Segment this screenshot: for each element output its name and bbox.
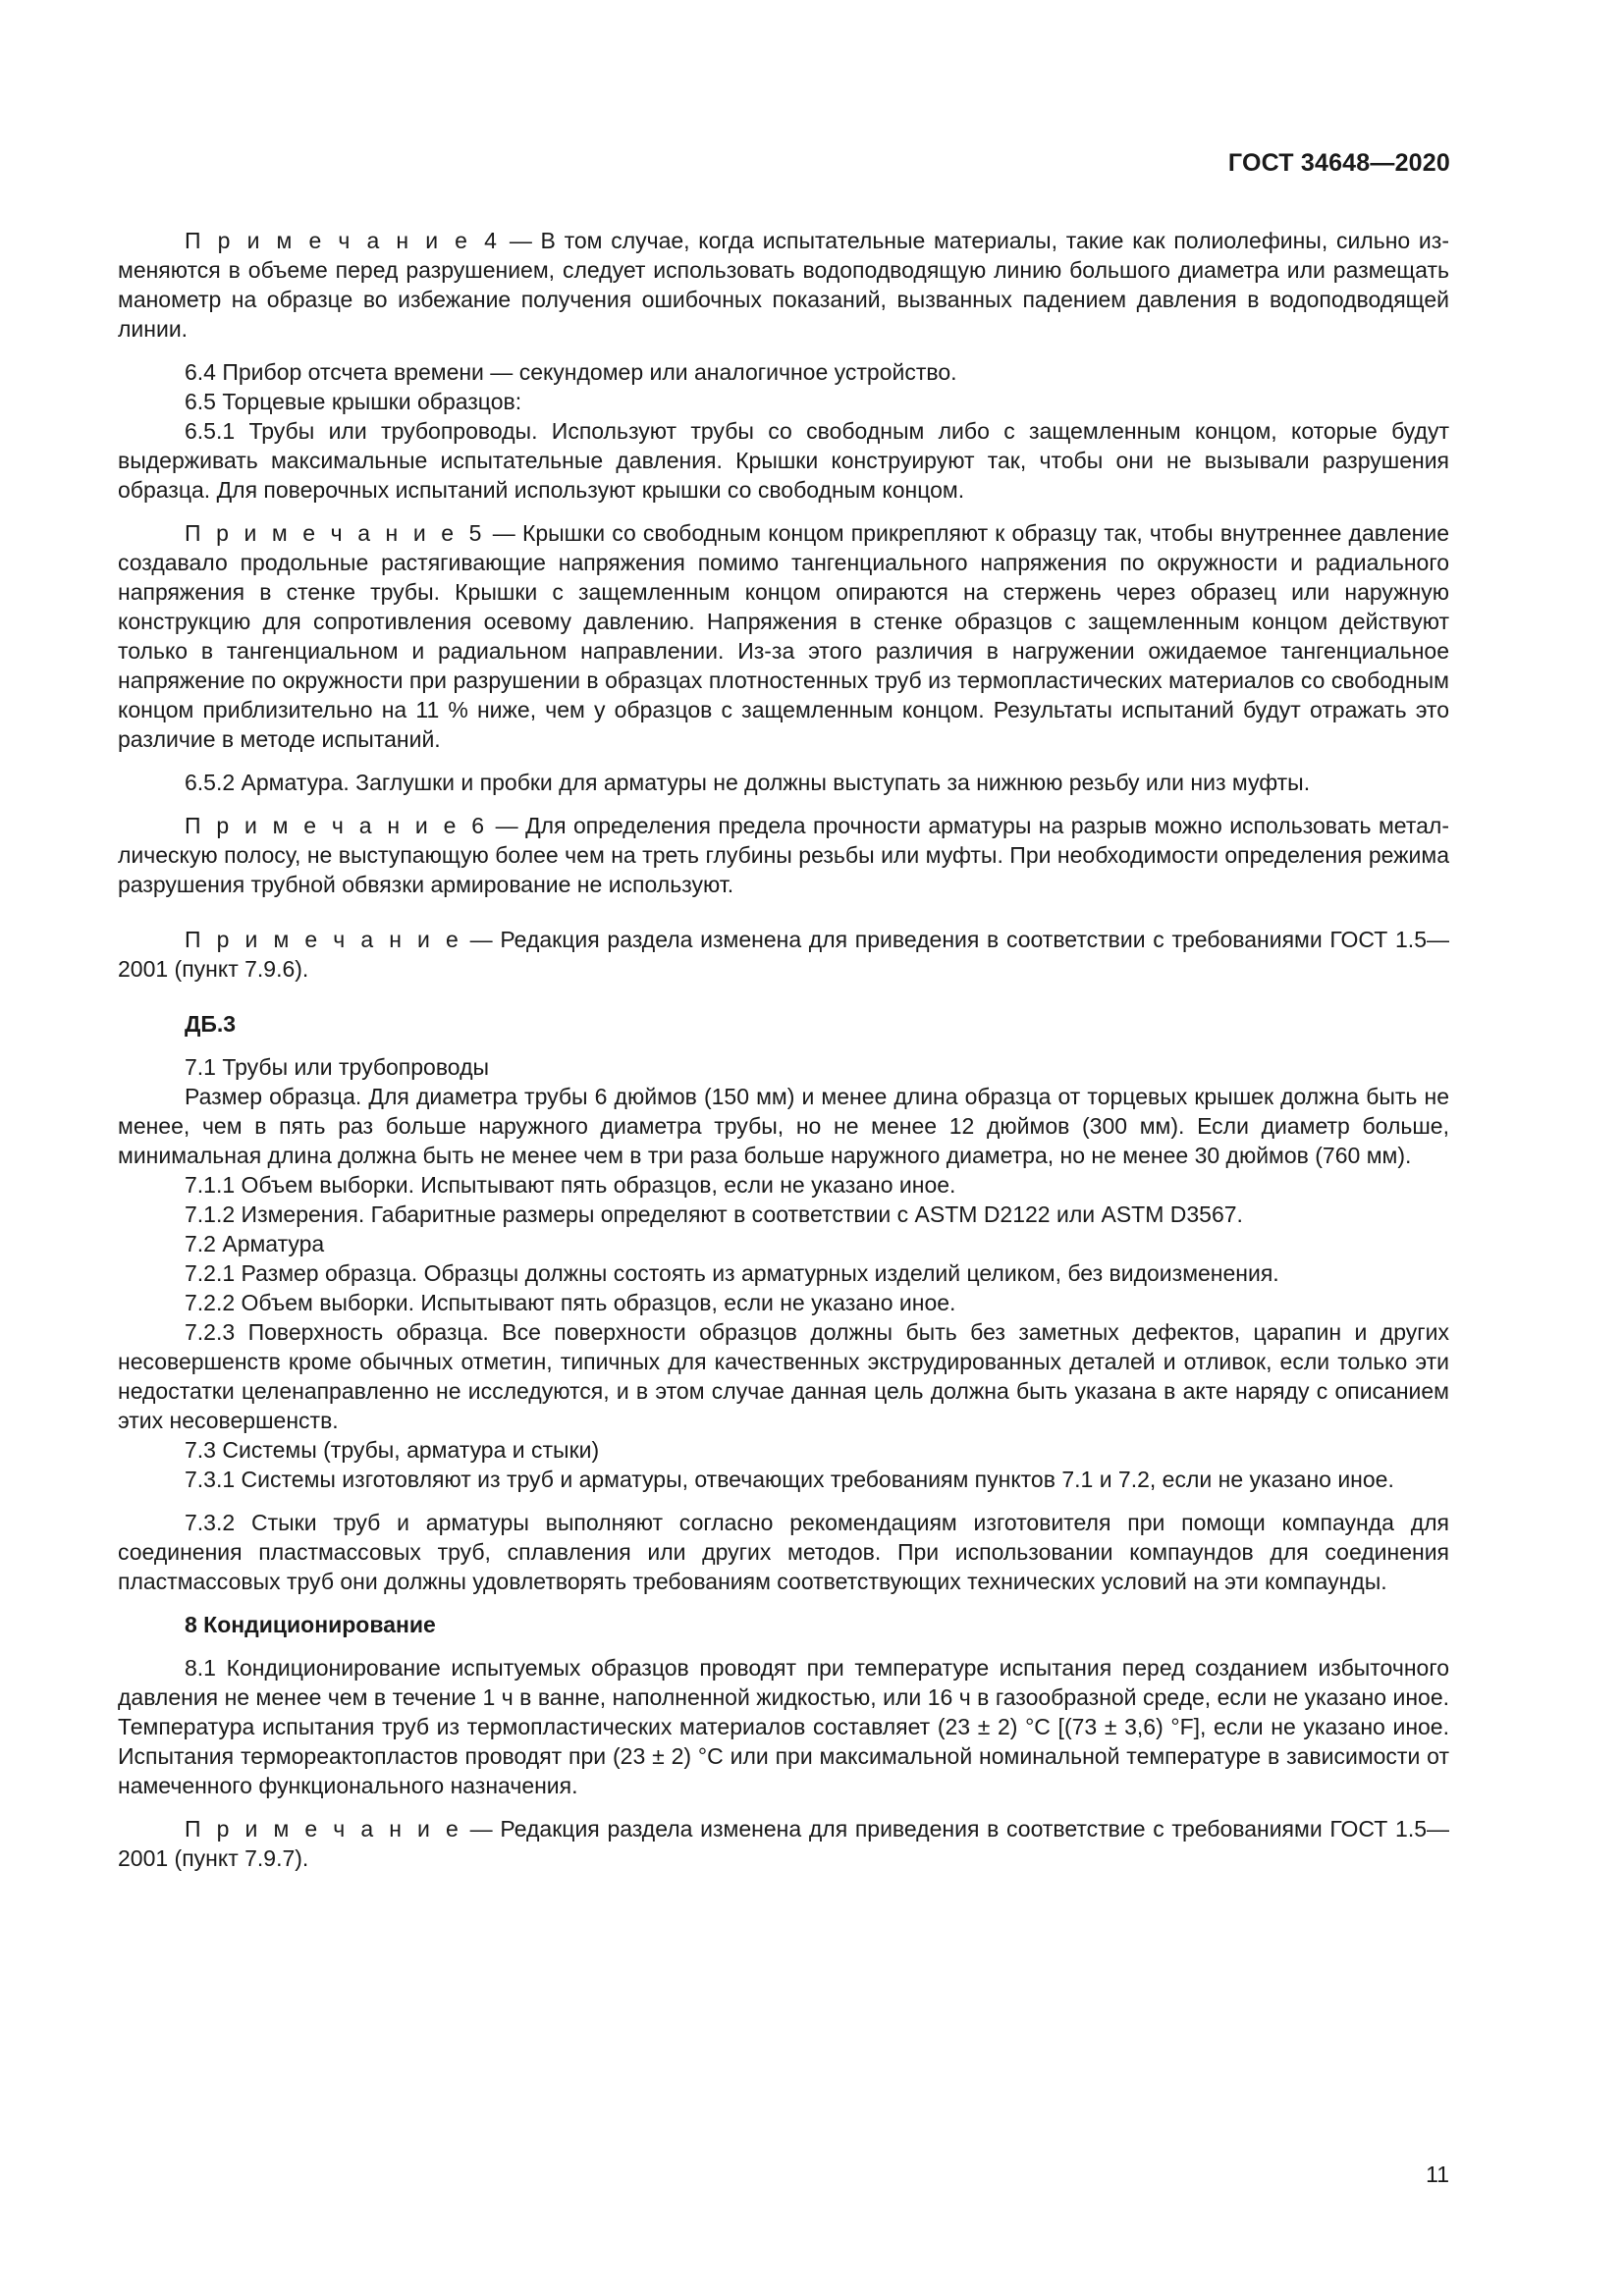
note-text: — Редакция раздела изменена для приведения в соответствие с требованиями ГОСТ 1.5—2001 (пункт 7.9.7). [118,1816,1449,1871]
body-paragraph: 6.5.1 Трубы или трубопроводы. Используют трубы со свободным либо с защемленным концом, которые будут выдерживать максимальные испытательные давления. Крышки конструируют так, чтобы они не вызывали разрушения образца. Для поверочных испытаний используют крышки со свободным концом. [118,418,1449,503]
note-label: П р и м е ч а н и е [185,1816,462,1842]
note-label: П р и м е ч а н и е [185,927,462,952]
body-paragraph: 8.1 Кондиционирование испытуемых образцов проводят при температуре испытания перед созданием избыточного давления не менее чем в течение 1 ч в ванне, наполненной жидкостью, или 16 ч в газообразной среде, если не указано иное. Температура испытания труб из термопластических материалов составляет (23 ± 2) °С [(73 ± 3,6) °F], если не указано иное. Испытания термореактопластов проводят при (23 ± 2) °С или при максимальной номинальной температуре в зависимости от намеченного функционального назначения. [118,1655,1449,1798]
body-paragraph: 7.3 Системы (трубы, арматура и стыки) [185,1437,600,1463]
note-paragraph [118,811,1449,899]
note-text: — В том случае, когда испытательные материалы, такие как полиолефины, сильно изменяются в объеме перед разрушением, следует использовать водоподводящую линию большого диаметра или размещать манометр на образце во избежание получения ошибочных показаний, вызванных падением давления в водоподводящей линии. [118,228,1449,342]
section-heading: 8 Кондиционирование [185,1612,436,1637]
body-paragraph: 6.5 Торцевые крышки образцов: [185,389,522,414]
note-paragraph [118,1814,1449,1873]
body-paragraph: 7.2.3 Поверхность образца. Все поверхности образцов должны быть без заметных дефектов, царапин и других несовершенств кроме обычных отметин, типичных для качественных экструдированных деталей и отливок, если только эти недостатки целенаправленно не исследуются, и в этом случае данная цель должна быть указана в акте наряду с описанием этих несовершенств. [118,1319,1449,1433]
body-paragraph: Размер образца. Для диаметра трубы 6 дюймов (150 мм) и менее длина образца от торцевых крышек должна быть не менее, чем в пять раз больше наружного диаметра трубы, но не менее 12 дюймов (300 мм). Если диаметр больше, минимальная длина должна быть не менее чем в три раза больше наружного диаметра, но не менее 30 дюймов (760 мм). [118,1084,1449,1168]
note-label: П р и м е ч а н и е 4 [185,228,502,253]
note-text: — Редакция раздела изменена для приведения в соответствии с требованиями ГОСТ 1.5—2001 (пункт 7.9.6). [118,927,1449,982]
body-paragraph: 7.2.1 Размер образца. Образцы должны состоять из арматурных изделий целиком, без видоизменения. [185,1260,1279,1286]
note-paragraph [118,925,1449,984]
note-label: П р и м е ч а н и е 5 [185,520,486,546]
body-paragraph: 7.3.2 Стыки труб и арматуры выполняют согласно рекомендациям изготовителя при помощи компаунда для соединения пластмассовых труб, сплавления или других методов. При использовании компаундов для соединения пластмассовых труб они должны удовлетворять требованиям соответствующих технических условий на эти компаунды. [118,1510,1449,1594]
body-paragraph: 6.5.2 Арматура. Заглушки и пробки для арматуры не должны выступать за нижнюю резьбу или низ муфты. [185,770,1311,795]
note-paragraph [118,518,1449,754]
body-paragraph: 7.2.2 Объем выборки. Испытывают пять образцов, если не указано иное. [185,1290,956,1315]
document-id: ГОСТ 34648—2020 [1227,149,1450,177]
note-label: П р и м е ч а н и е 6 [185,813,489,838]
page-number: 11 [1426,2162,1449,2187]
note-text: — Для определения предела прочности арматуры на разрыв можно использовать металлическую полосу, не выступающую более чем на треть глубины резьбы или муфты. При необходимости определения режима разрушения трубной обвязки армирование не используют. [118,813,1449,897]
section-heading: ДБ.3 [185,1011,237,1037]
document-body [118,226,1449,1873]
note-text: — Крышки со свободным концом прикрепляют к образцу так, чтобы внутреннее давление создавало продольные растягивающие напряжения помимо тангенциального напряжения по окружности и радиального напряжения в стенке трубы. Крышки с защемленным концом опираются на стержень через образец или наружную конструкцию для сопротивления осевому давлению. Напряжения в стенке образцов с защемленным концом действуют только в тангенциальном и радиальном направлении. Из-за этого различия в нагружении ожидаемое тангенциальное напряжение по окружности при разрушении в образцах плотностенных труб из термопластических материалов со свободным концом приблизительно на 11 % ниже, чем у образцов с защемленным концом. Результаты испытаний будут отражать это различие в методе испытаний. [118,520,1449,752]
body-paragraph: 7.2 Арматура [185,1231,325,1256]
note-paragraph [118,226,1449,344]
body-paragraph: 7.3.1 Системы изготовляют из труб и арматуры, отвечающих требованиям пунктов 7.1 и 7.2, если не указано иное. [185,1467,1394,1492]
body-paragraph: 7.1.2 Измерения. Габаритные размеры определяют в соответствии с ASTM D2122 или ASTM D3567. [185,1201,1243,1227]
body-paragraph: 6.4 Прибор отсчета времени — секундомер или аналогичное устройство. [185,359,957,385]
body-paragraph: 7.1.1 Объем выборки. Испытывают пять образцов, если не указано иное. [185,1172,956,1198]
body-paragraph: 7.1 Трубы или трубопроводы [185,1054,490,1080]
